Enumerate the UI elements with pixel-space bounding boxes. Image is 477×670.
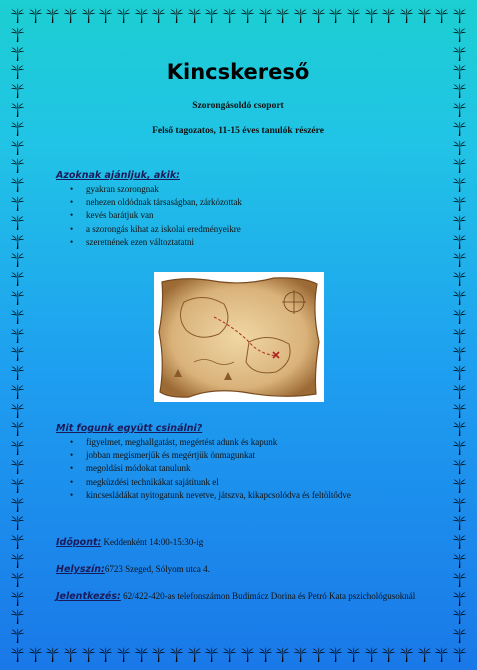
list-item: • gyakran szorongnak — [56, 183, 242, 196]
palm-tree-icon — [452, 64, 467, 79]
palm-tree-icon — [10, 553, 25, 568]
palm-tree-icon — [222, 647, 237, 662]
palm-tree-icon — [452, 591, 467, 606]
palm-tree-icon — [258, 647, 273, 662]
palm-tree-icon — [434, 647, 449, 662]
apply-row — [56, 589, 420, 604]
palm-tree-icon — [452, 121, 467, 136]
palm-tree-icon — [187, 647, 202, 662]
palm-tree-icon — [116, 8, 131, 23]
palm-tree-icon — [452, 215, 467, 230]
palm-tree-icon — [10, 252, 25, 267]
palm-tree-icon — [151, 8, 166, 23]
palm-tree-icon — [240, 647, 255, 662]
palm-tree-icon — [10, 515, 25, 530]
palm-tree-icon — [381, 647, 396, 662]
palm-tree-icon — [434, 8, 449, 23]
palm-tree-icon — [10, 234, 25, 249]
palm-tree-icon — [10, 534, 25, 549]
palm-tree-icon — [452, 8, 467, 23]
treasure-map-icon — [154, 272, 324, 402]
palm-tree-icon — [452, 647, 467, 662]
place-label: Helyszín: — [56, 564, 105, 575]
palm-tree-icon — [10, 27, 25, 42]
palm-tree-icon — [10, 309, 25, 324]
palm-tree-icon — [134, 8, 149, 23]
activities-heading: Mit fogunk együtt csinálni? — [56, 423, 203, 434]
time-label: Időpont: — [56, 537, 102, 548]
palm-tree-icon — [10, 497, 25, 512]
list-item: • a szorongás kihat az iskolai eredményeikre — [56, 223, 242, 236]
palm-tree-icon — [10, 177, 25, 192]
recommended-list — [56, 183, 242, 249]
list-item: • kincsesládákat nyitogatunk nevetve, játszva, kikapcsolódva és feltöltődve — [56, 489, 351, 502]
palm-tree-icon — [328, 8, 343, 23]
palm-tree-icon — [364, 647, 379, 662]
palm-tree-icon — [452, 177, 467, 192]
palm-tree-icon — [28, 8, 43, 23]
palm-tree-icon — [45, 647, 60, 662]
palm-tree-icon — [134, 647, 149, 662]
palm-tree-icon — [311, 647, 326, 662]
list-item: • megküzdési technikákat sajátítunk el — [56, 476, 351, 489]
palm-tree-icon — [10, 459, 25, 474]
palm-tree-icon — [452, 384, 467, 399]
palm-tree-icon — [10, 647, 25, 662]
palm-tree-icon — [258, 8, 273, 23]
place-row — [56, 564, 420, 575]
palm-tree-icon — [169, 647, 184, 662]
palm-tree-icon — [452, 309, 467, 324]
palm-tree-icon — [10, 328, 25, 343]
activities-list — [56, 436, 351, 502]
palm-tree-icon — [10, 83, 25, 98]
palm-tree-icon — [10, 8, 25, 23]
palm-tree-icon — [452, 440, 467, 455]
palm-tree-icon — [10, 609, 25, 624]
palm-tree-icon — [364, 8, 379, 23]
palm-tree-icon — [452, 553, 467, 568]
palm-tree-icon — [452, 158, 467, 173]
palm-tree-icon — [81, 8, 96, 23]
palm-tree-icon — [10, 121, 25, 136]
palm-tree-icon — [293, 8, 308, 23]
palm-tree-icon — [116, 647, 131, 662]
list-item: • megoldási módokat tanulunk — [56, 462, 351, 475]
palm-tree-icon — [10, 102, 25, 117]
palm-tree-icon — [10, 440, 25, 455]
palm-tree-icon — [452, 140, 467, 155]
palm-tree-icon — [452, 478, 467, 493]
palm-tree-icon — [452, 609, 467, 624]
palm-tree-icon — [10, 215, 25, 230]
palm-tree-icon — [10, 572, 25, 587]
list-item: • jobban megismerjük és megértjük önmagunkat — [56, 449, 351, 462]
palm-tree-icon — [452, 102, 467, 117]
palm-tree-icon — [452, 271, 467, 286]
list-item: • nehezen oldódnak társaságban, zárkózottak — [56, 196, 242, 209]
palm-tree-icon — [10, 421, 25, 436]
time-value: Keddenként 14:00-15:30-ig — [101, 537, 204, 547]
palm-tree-icon — [10, 365, 25, 380]
palm-tree-icon — [10, 290, 25, 305]
palm-tree-icon — [452, 628, 467, 643]
palm-tree-icon — [452, 346, 467, 361]
palm-tree-icon — [10, 591, 25, 606]
palm-tree-icon — [10, 46, 25, 61]
palm-tree-icon — [204, 647, 219, 662]
palm-tree-icon — [452, 365, 467, 380]
palm-tree-icon — [63, 647, 78, 662]
palm-tree-icon — [452, 290, 467, 305]
palm-tree-icon — [452, 46, 467, 61]
palm-tree-icon — [275, 647, 290, 662]
palm-tree-icon — [222, 8, 237, 23]
palm-tree-icon — [240, 8, 255, 23]
palm-tree-icon — [10, 628, 25, 643]
palm-tree-icon — [10, 140, 25, 155]
palm-tree-icon — [452, 459, 467, 474]
time-row — [56, 537, 420, 548]
palm-tree-icon — [10, 346, 25, 361]
page-title: Kincskereső — [166, 60, 310, 84]
apply-label: Jelentkezés: — [56, 591, 121, 602]
list-item: • figyelmet, meghallgatást, megértést adunk és kapunk — [56, 436, 351, 449]
audience-line: Felső tagozatos, 11-15 éves tanulók részére — [152, 126, 324, 136]
palm-tree-icon — [275, 8, 290, 23]
palm-tree-icon — [417, 647, 432, 662]
palm-tree-icon — [328, 647, 343, 662]
palm-tree-icon — [452, 328, 467, 343]
palm-tree-icon — [10, 196, 25, 211]
palm-tree-icon — [169, 8, 184, 23]
palm-tree-icon — [81, 647, 96, 662]
palm-tree-icon — [187, 8, 202, 23]
palm-tree-icon — [399, 647, 414, 662]
list-item: • szeretnének ezen változtatatni — [56, 236, 242, 249]
recommended-heading: Azoknak ajánljuk, akik: — [56, 170, 180, 181]
palm-tree-icon — [151, 647, 166, 662]
palm-tree-icon — [98, 8, 113, 23]
palm-tree-icon — [311, 8, 326, 23]
palm-tree-icon — [452, 421, 467, 436]
palm-tree-icon — [452, 252, 467, 267]
palm-tree-icon — [452, 572, 467, 587]
palm-tree-icon — [10, 158, 25, 173]
palm-tree-icon — [98, 647, 113, 662]
palm-tree-icon — [399, 8, 414, 23]
palm-tree-icon — [346, 647, 361, 662]
palm-tree-icon — [10, 478, 25, 493]
palm-tree-icon — [63, 8, 78, 23]
palm-tree-icon — [204, 8, 219, 23]
palm-tree-icon — [346, 8, 361, 23]
palm-tree-icon — [45, 8, 60, 23]
palm-tree-icon — [452, 515, 467, 530]
palm-tree-icon — [10, 64, 25, 79]
palm-tree-icon — [28, 647, 43, 662]
palm-tree-icon — [452, 83, 467, 98]
treasure-map-image — [154, 272, 324, 402]
list-item: • kevés barátjuk van — [56, 209, 242, 222]
palm-tree-icon — [10, 384, 25, 399]
subtitle: Szorongásoldó csoport — [192, 101, 284, 111]
palm-tree-icon — [293, 647, 308, 662]
palm-tree-icon — [452, 27, 467, 42]
place-value: 6723 Szeged, Sólyom utca 4. — [104, 564, 210, 574]
palm-tree-icon — [452, 234, 467, 249]
apply-value: 62/422-420-as telefonszámon Budimácz Dorina és Petró Kata pszichológusoknál — [120, 591, 416, 601]
palm-tree-icon — [381, 8, 396, 23]
palm-tree-icon — [452, 534, 467, 549]
palm-tree-icon — [452, 403, 467, 418]
palm-tree-icon — [452, 497, 467, 512]
palm-tree-icon — [10, 271, 25, 286]
palm-tree-icon — [452, 196, 467, 211]
palm-tree-icon — [417, 8, 432, 23]
palm-tree-icon — [10, 403, 25, 418]
